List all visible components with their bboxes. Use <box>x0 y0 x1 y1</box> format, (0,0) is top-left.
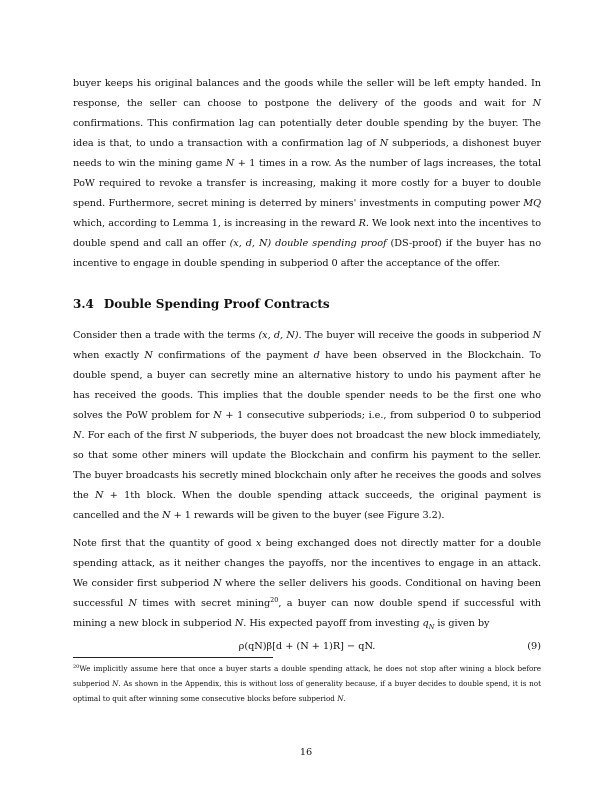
equation-9 <box>73 637 541 657</box>
equation-body: ρ(qN)β[d + (N + 1)R] − qN. <box>238 640 376 652</box>
paragraph-1: buyer keeps his original balances and the goods while the seller will be left empty handed. In response, the seller can choose to postpone the delivery of the goods and wait for N confirmations. This confirmation lag can potentially deter double spending by the buyer. The idea is that, to undo a transaction with a confirmation lag of N subperiods, a dishonest buyer needs to win the mining game N + 1 times in a row. As the number of lags increases, the total PoW required to revoke a transfer is increasing, making it more costly for a buyer to double spend. Furthermore, secret mining is deterred by miners' investments in computing power MQ which, according to Lemma 1, is increasing in the reward R. We look next into the incentives to double spend and call an offer (x, d, N) double spending proof (DS-proof) if the buyer has no incentive to engage in double spending in subperiod 0 after the acceptance of the offer. <box>73 78 541 269</box>
page-number: 16 <box>299 747 313 758</box>
section-title: Double Spending Proof Contracts <box>103 297 330 311</box>
footnote-20: $^{20}$We implicitly assume here that once a buyer starts a double spending attack, he does not stop after wining a block before subperiod N. As shown in the Appendix, this is without loss of generality because, if a buyer decides to double spend, it is not optimal to quit after winning some consecutive blocks before subperiod N. <box>73 663 541 703</box>
paragraph-2: Consider then a trade with the terms (x, d, N). The buyer will receive the goods in subperiod N when exactly N confirmations of the payment d have been observed in the Blockchain. To double spend, a buyer can secretly mine an alternative history to undo his payment after he has received the goods. This implies that the double spender needs to be the first one who solves the PoW problem for N + 1 consecutive subperiods; i.e., from subperiod 0 to subperiod N. For each of the first N subperiods, the buyer does not broadcast the new block immediately, so that some other miners will update the Blockchain and confirm his payment to the seller. The buyer broadcasts his secretly mined blockchain only after he receives the goods and solves the N + 1th block. When the double spending attack succeeds, the original payment is cancelled and the N + 1 rewards will be given to the buyer (see Figure 3.2). <box>73 330 542 521</box>
equation-number: (9) <box>527 640 541 652</box>
footnote-rule <box>73 657 273 658</box>
page-body <box>73 74 541 706</box>
paragraph-3: Note first that the quantity of good x being exchanged does not directly matter for a double spending attack, as it neither changes the payoffs, nor the incentives to engage in an attack. We consider first subperiod N where the seller delivers his goods. Conditional on having been successful N times with secret mining$^{20}$, a buyer can now double spend if successful with mining a new block in subperiod N. His expected payoff from investing $q_N$ is given by <box>73 538 541 631</box>
section-number: 3.4 <box>73 297 94 311</box>
section-heading <box>73 296 541 312</box>
footnote-marker: 20 <box>270 596 279 604</box>
